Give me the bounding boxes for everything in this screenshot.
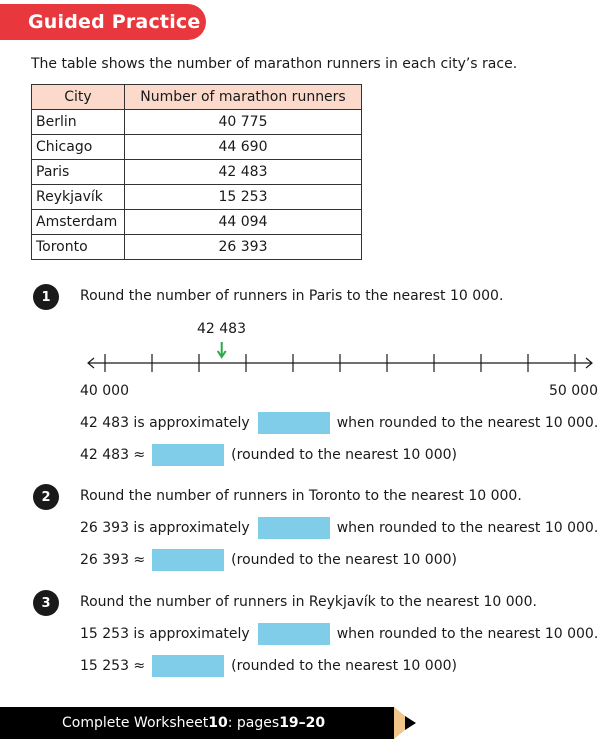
number-line-marker-label: 42 483 bbox=[197, 321, 246, 337]
runners-cell: 15 253 bbox=[125, 185, 362, 210]
city-cell: Amsterdam bbox=[32, 210, 125, 235]
footer-pages: 19–20 bbox=[279, 715, 326, 731]
answer-line-equation bbox=[80, 655, 457, 677]
question-number-badge: 2 bbox=[33, 484, 59, 510]
table-row bbox=[32, 135, 362, 160]
answer-line-approx bbox=[80, 517, 598, 539]
city-cell: Paris bbox=[32, 160, 125, 185]
runners-cell: 40 775 bbox=[125, 110, 362, 135]
table-row bbox=[32, 210, 362, 235]
approx-suffix: when rounded to the nearest 10 000. bbox=[336, 520, 599, 536]
approx-suffix: when rounded to the nearest 10 000. bbox=[336, 415, 599, 431]
intro-text: The table shows the number of marathon runners in each city’s race. bbox=[31, 56, 518, 72]
question-prompt: Round the number of runners in Reykjavík to the nearest 10 000. bbox=[80, 594, 537, 610]
eq-prefix: 15 253 ≈ bbox=[80, 658, 146, 674]
answer-box[interactable] bbox=[258, 517, 330, 539]
eq-suffix: (rounded to the nearest 10 000) bbox=[231, 552, 457, 568]
answer-box[interactable] bbox=[152, 549, 224, 571]
answer-line-approx bbox=[80, 623, 598, 645]
eq-prefix: 42 483 ≈ bbox=[80, 447, 146, 463]
eq-suffix: (rounded to the nearest 10 000) bbox=[231, 658, 457, 674]
table-row bbox=[32, 110, 362, 135]
approx-prefix: 26 393 is approximately bbox=[80, 520, 250, 536]
city-cell: Toronto bbox=[32, 235, 125, 260]
city-cell: Berlin bbox=[32, 110, 125, 135]
approx-prefix: 15 253 is approximately bbox=[80, 626, 250, 642]
number-line-start-label: 40 000 bbox=[80, 383, 129, 399]
table-header-row bbox=[32, 85, 362, 110]
banner-title: Guided Practice bbox=[28, 11, 201, 33]
footer-middle: : pages bbox=[227, 715, 280, 731]
header-city: City bbox=[32, 85, 125, 110]
approx-prefix: 42 483 is approximately bbox=[80, 415, 250, 431]
answer-box[interactable] bbox=[152, 444, 224, 466]
number-line-end-label: 50 000 bbox=[549, 383, 598, 399]
answer-line-approx bbox=[80, 412, 598, 434]
footer-prefix: Complete Worksheet bbox=[62, 715, 209, 731]
question-prompt: Round the number of runners in Toronto to the nearest 10 000. bbox=[80, 488, 522, 504]
header-runners: Number of marathon runners bbox=[125, 85, 362, 110]
table-row bbox=[32, 235, 362, 260]
runners-cell: 44 690 bbox=[125, 135, 362, 160]
table-row bbox=[32, 160, 362, 185]
answer-line-equation bbox=[80, 444, 457, 466]
eq-prefix: 26 393 ≈ bbox=[80, 552, 146, 568]
runners-cell: 26 393 bbox=[125, 235, 362, 260]
question-prompt: Round the number of runners in Paris to the nearest 10 000. bbox=[80, 288, 504, 304]
city-cell: Reykjavík bbox=[32, 185, 125, 210]
answer-box[interactable] bbox=[152, 655, 224, 677]
runners-table bbox=[31, 84, 362, 260]
section-banner bbox=[0, 4, 206, 40]
answer-box[interactable] bbox=[258, 623, 330, 645]
question-number-badge: 3 bbox=[33, 590, 59, 616]
table-row bbox=[32, 185, 362, 210]
eq-suffix: (rounded to the nearest 10 000) bbox=[231, 447, 457, 463]
approx-suffix: when rounded to the nearest 10 000. bbox=[336, 626, 599, 642]
runners-cell: 42 483 bbox=[125, 160, 362, 185]
runners-cell: 44 094 bbox=[125, 210, 362, 235]
number-line-marker-arrow bbox=[218, 342, 226, 357]
question-number-badge: 1 bbox=[33, 284, 59, 310]
city-cell: Chicago bbox=[32, 135, 125, 160]
number-line bbox=[80, 320, 600, 376]
worksheet-footer bbox=[0, 707, 394, 739]
footer-worksheet-number: 10 bbox=[208, 715, 228, 731]
answer-line-equation bbox=[80, 549, 457, 571]
answer-box[interactable] bbox=[258, 412, 330, 434]
pencil-tip-icon bbox=[394, 707, 418, 739]
